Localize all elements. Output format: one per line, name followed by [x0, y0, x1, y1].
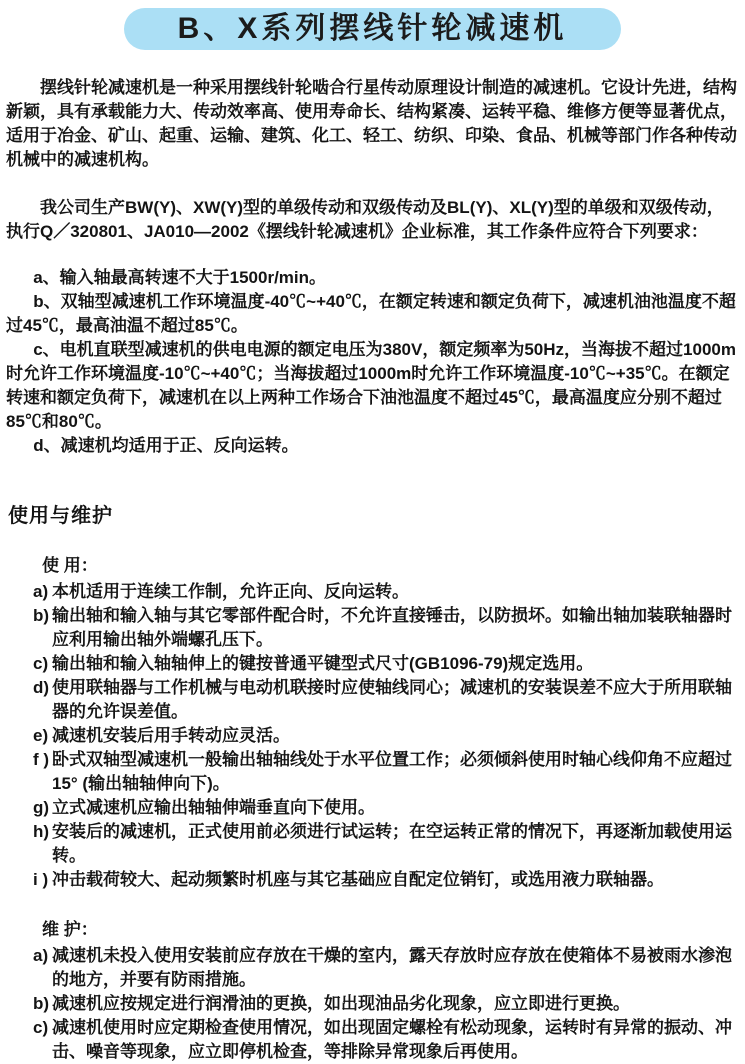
item-text: 安装后的减速机，正式使用前必须进行试运转；在空运转正常的情况下，再逐渐加载使用运转。: [52, 822, 732, 865]
usage-item-e: [6, 724, 739, 748]
item-text: 输出轴和输入轴轴伸上的键按普通平键型式尺寸(GB1096-79)规定选用。: [52, 654, 594, 673]
item-marker: b): [33, 606, 50, 625]
usage-item-i: [6, 868, 739, 892]
item-text: 卧式双轴型减速机一般输出轴轴线处于水平位置工作；必须倾斜使用时轴心线仰角不应超过15° (输出轴轴伸向下)。: [52, 750, 732, 793]
condition-item-d: d、减速机均适用于正、反向运转。: [33, 436, 299, 455]
item-marker: c): [33, 654, 49, 673]
working-conditions-list: [6, 266, 739, 458]
usage-item-b: [6, 604, 739, 652]
intro-paragraph-2: 我公司生产BW(Y)、XW(Y)型的单级传动和双级传动及BL(Y)、XL(Y)型的单级和双级传动，执行Q／320801、JA010—2002《摆线针轮减速机》企业标准，其工作条件应符合下列要求：: [6, 198, 724, 241]
item-marker: a): [33, 946, 49, 965]
usage-item-f: [6, 748, 739, 796]
usage-item-a: [6, 580, 739, 604]
item-marker: d): [33, 678, 50, 697]
item-text: 减速机使用时应定期检查使用情况，如出现固定螺栓有松动现象，运转时有异常的振动、冲击、噪音等现象，应立即停机检查，等排除异常现象后再使用。: [52, 1018, 732, 1061]
item-marker: c): [33, 1018, 49, 1037]
usage-items-list: [6, 580, 739, 892]
document-body: [6, 76, 739, 1064]
condition-item-b: b、双轴型减速机工作环境温度-40℃~+40℃，在额定转速和额定负荷下，减速机油池温度不超过45℃，最高油温不超过85℃。: [6, 292, 736, 335]
maintenance-items-list: [6, 944, 739, 1064]
page-title: B、X系列摆线针轮减速机: [124, 8, 621, 50]
item-text: 本机适用于连续工作制，允许正向、反向运转。: [52, 582, 409, 601]
item-text: 使用联轴器与工作机械与电动机联接时应使轴线同心；减速机的安装误差不应大于所用联轴器的允许误差值。: [52, 678, 732, 721]
usage-item-h: [6, 820, 739, 868]
item-marker: f ): [33, 750, 50, 769]
maintenance-item-c: [6, 1016, 739, 1064]
intro-paragraph-1: 摆线针轮减速机是一种采用摆线针轮啮合行星传动原理设计制造的减速机。它设计先进，结构新颖，具有承载能力大、传动效率高、使用寿命长、结构紧凑、运转平稳、维修方便等显著优点，适用于冶金、矿山、起重、运输、建筑、化工、轻工、纺织、印染、食品、机械等部门作各种传动机械中的减速机构。: [6, 78, 737, 169]
section-heading-usage-maintenance: 使用与维护: [8, 505, 113, 527]
item-text: 冲击载荷较大、起动频繁时机座与其它基础应自配定位销钉，或选用液力联轴器。: [52, 870, 664, 889]
maintenance-label: 维 护：: [42, 920, 98, 939]
item-marker: e): [33, 726, 49, 745]
item-text: 输出轴和输入轴与其它零部件配合时，不允许直接锤击，以防损坏。如输出轴加装联轴器时应利用输出轴外端螺孔压下。: [52, 606, 732, 649]
usage-label: 使 用：: [42, 556, 98, 575]
usage-item-g: [6, 796, 739, 820]
item-marker: h): [33, 822, 50, 841]
item-text: 减速机未投入使用安装前应存放在干燥的室内，露天存放时应存放在使箱体不易被雨水渗泡的地方，并要有防雨措施。: [52, 946, 732, 989]
maintenance-item-b: [6, 992, 739, 1016]
item-marker: a): [33, 582, 49, 601]
item-text: 减速机安装后用手转动应灵活。: [52, 726, 290, 745]
item-text: 减速机应按规定进行润滑油的更换，如出现油品劣化现象，应立即进行更换。: [52, 994, 630, 1013]
condition-item-a: a、输入轴最高转速不大于1500r/min。: [33, 268, 327, 287]
usage-item-d: [6, 676, 739, 724]
item-marker: i ): [33, 870, 49, 889]
condition-item-c: c、电机直联型减速机的供电电源的额定电压为380V，额定频率为50Hz，当海拔不超过1000m时允许工作环境温度-10℃~+40℃；当海拔超过1000m时允许工作环境温度-10℃~+35℃。在额定转速和额定负荷下，减速机在以上两种工作场合下油池温度不超过45℃，最高温度应分别不超过85℃和80℃。: [6, 340, 736, 431]
item-marker: b): [33, 994, 50, 1013]
usage-item-c: [6, 652, 739, 676]
item-text: 立式减速机应输出轴轴伸端垂直向下使用。: [52, 798, 375, 817]
item-marker: g): [33, 798, 50, 817]
maintenance-item-a: [6, 944, 739, 992]
